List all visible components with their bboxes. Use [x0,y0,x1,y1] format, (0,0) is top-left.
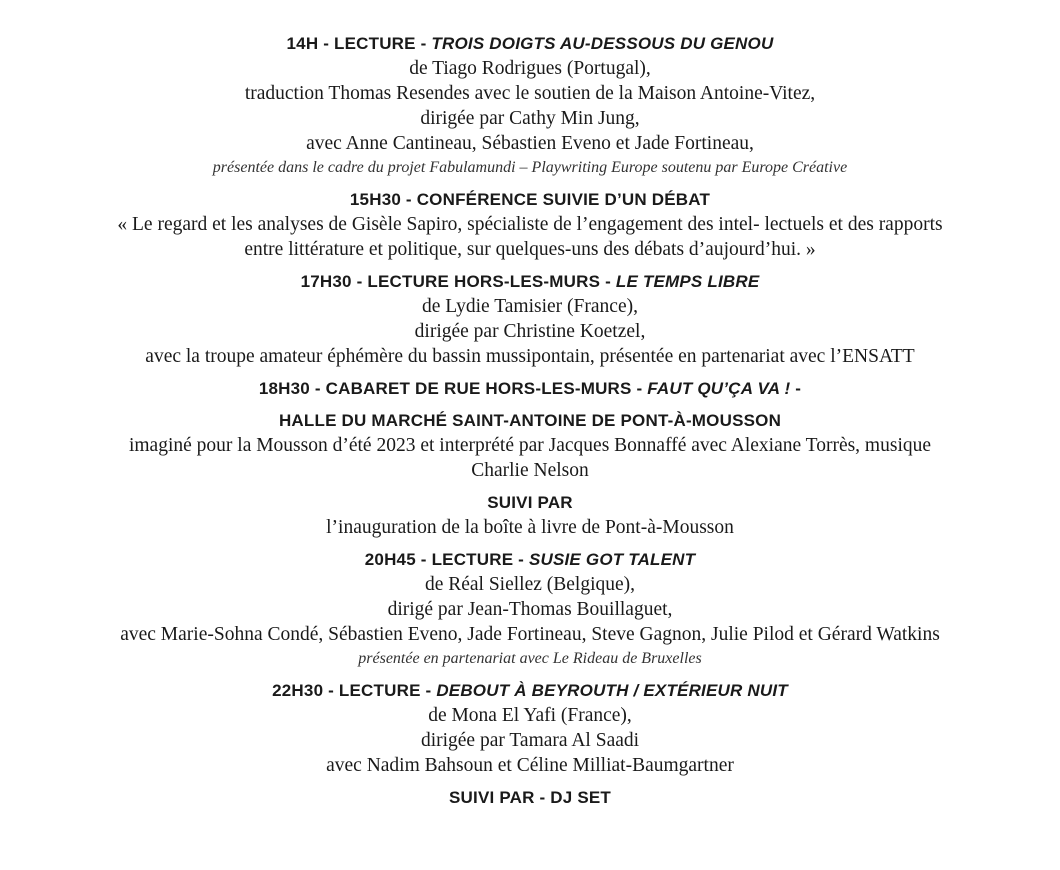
followup-line: l’inauguration de la boîte à livre de Pont-à-Mousson [326,517,734,538]
event-line: de Tiago Rodrigues (Portugal), [409,58,651,79]
event-line: avec Nadim Bahsoun et Céline Milliat-Baumgartner [326,755,734,776]
event-line: Charlie Nelson [471,460,589,481]
event-heading [0,679,1060,703]
event-20h45 [0,548,1060,671]
event-heading [0,270,1060,294]
event-title: DEBOUT À BEYROUTH / EXTÉRIEUR NUIT [436,681,788,700]
event-line: avec Marie-Sohna Condé, Sébastien Eveno, Jade Fortineau, Steve Gagnon, Julie Pilod et Gérard Watkins [120,624,940,645]
event-line: traduction Thomas Resendes avec le soutien de la Maison Antoine-Vitez, [244,83,816,104]
closing-heading: SUIVI PAR - DJ SET [449,788,611,807]
event-note: présentée dans le cadre du projet Fabulamundi – Playwriting Europe soutenu par Europe Créative [212,159,848,176]
event-heading [0,32,1060,56]
event-14h [0,32,1060,180]
event-time: 18H30 - CABARET DE RUE HORS-LES-MURS - [258,379,648,398]
event-heading [0,377,1060,401]
event-line: avec la troupe amateur éphémère du bassin mussipontain, présentée en partenariat avec l’ENSATT [145,346,915,367]
event-time: 15H30 - CONFÉRENCE SUIVIE D’UN DÉBAT [349,190,711,209]
event-note: présentée en partenariat avec Le Rideau de Bruxelles [358,650,702,667]
event-line: dirigée par Christine Koetzel, [414,321,646,342]
event-heading-suffix: - [790,379,802,398]
event-title: FAUT QU’ÇA VA ! [647,379,791,398]
event-time: 20H45 - LECTURE - [364,550,529,569]
event-line: « Le regard et les analyses de Gisèle Sapiro, spécialiste de l’engagement des intel- lectuels et des rapports [117,214,943,235]
event-title: LE TEMPS LIBRE [615,272,760,291]
event-line: de Mona El Yafi (France), [428,705,632,726]
event-line: dirigé par Jean-Thomas Bouillaguet, [387,599,673,620]
event-line: dirigée par Tamara Al Saadi [420,730,640,751]
event-title: SUSIE GOT TALENT [528,550,696,569]
event-line: entre littérature et politique, sur quelques-uns des débats d’aujourd’hui. » [244,239,816,260]
event-17h30 [0,270,1060,369]
event-line: de Lydie Tamisier (France), [422,296,638,317]
event-heading [0,548,1060,572]
event-22h30 [0,679,1060,778]
event-18h30 [0,377,1060,540]
event-line: de Réal Siellez (Belgique), [424,574,636,595]
event-time: 17H30 - LECTURE HORS-LES-MURS - [300,272,616,291]
followup-heading: SUIVI PAR [487,493,573,512]
event-line: imaginé pour la Mousson d’été 2023 et interprété par Jacques Bonnaffé avec Alexiane Torrès, musique [128,435,932,456]
event-line: avec Anne Cantineau, Sébastien Eveno et Jade Fortineau, [306,133,754,154]
event-title: TROIS DOIGTS AU-DESSOUS DU GENOU [431,34,774,53]
event-heading [0,188,1060,212]
event-time: 22H30 - LECTURE - [272,681,437,700]
event-line: dirigée par Cathy Min Jung, [420,108,640,129]
event-time: 14H - LECTURE - [286,34,432,53]
event-15h30 [0,188,1060,262]
event-venue: HALLE DU MARCHÉ SAINT-ANTOINE DE PONT-À-MOUSSON [278,411,782,430]
